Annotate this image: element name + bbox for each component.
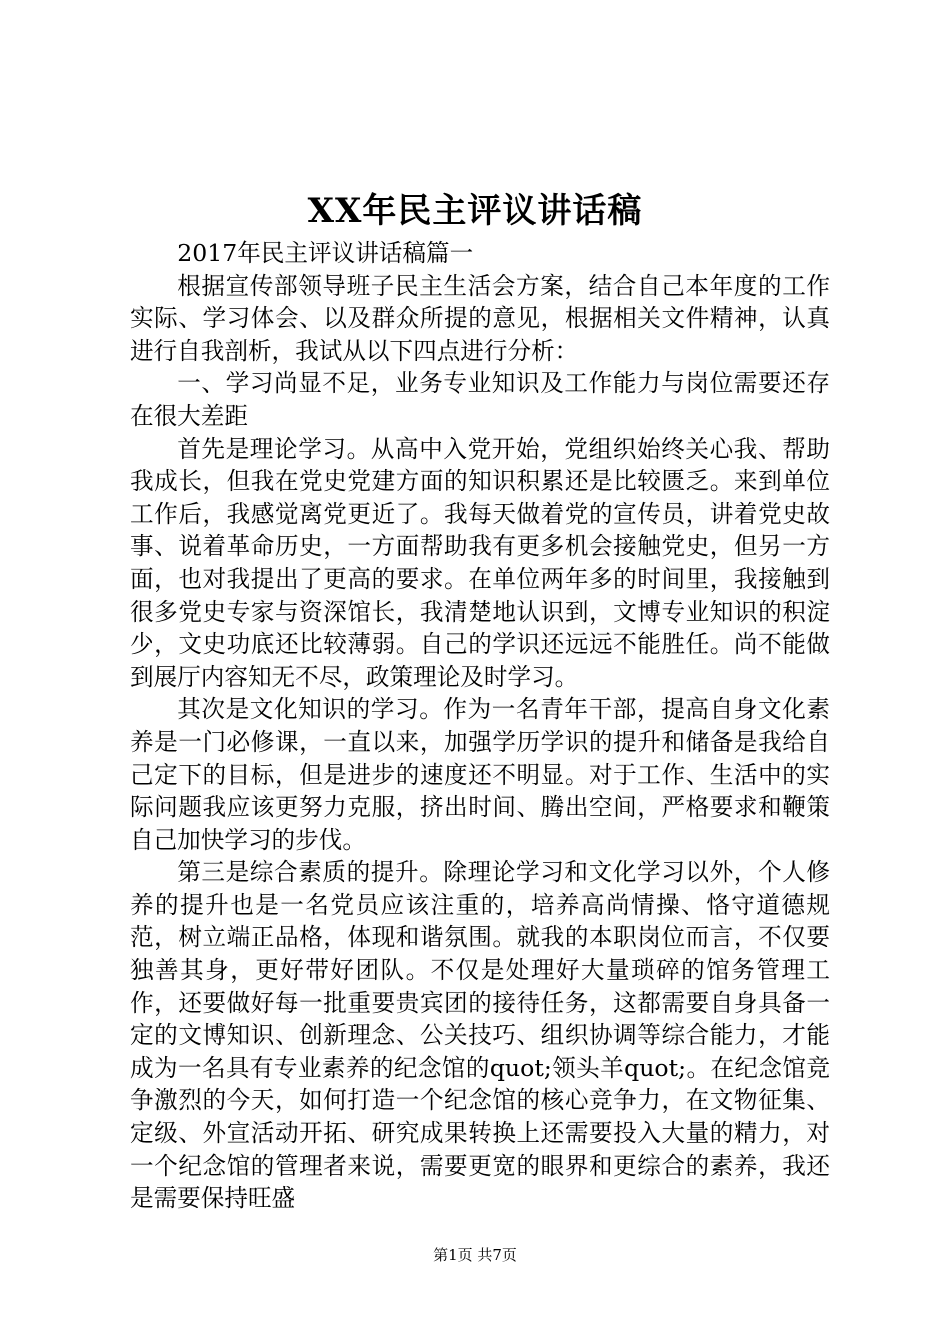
subsection-heading: 一、学习尚显不足，业务专业知识及工作能力与岗位需要还存在很大差距 bbox=[130, 369, 830, 430]
page-footer: 第1页 共7页 bbox=[433, 1246, 517, 1264]
section-heading: 2017年民主评议讲话稿篇一 bbox=[177, 239, 474, 267]
document-body bbox=[130, 237, 830, 1215]
body-paragraph: 其次是文化知识的学习。作为一名青年干部，提高自身文化素养是一门必修课，一直以来，加强学历学识的提升和储备是我给自己定下的目标，但是进步的速度还不明显。对于工作、生活中的实际问题我应该更努力克服，挤出时间、腾出空间，严格要求和鞭策自己加快学习的步伐。 bbox=[130, 695, 830, 854]
body-paragraph: 首先是理论学习。从高中入党开始，党组织始终关心我、帮助我成长，但我在党史党建方面的知识积累还是比较匮乏。来到单位工作后，我感觉离党更近了。我每天做着党的宣传员，讲着党史故事、说着革命历史，一方面帮助我有更多机会接触党史，但另一方面，也对我提出了更高的要求。在单位两年多的时间里，我接触到很多党史专家与资深馆长，我清楚地认识到，文博专业知识的积淀少，文史功底还比较薄弱。自己的学识还远远不能胜任。尚不能做到展厅内容知无不尽，政策理论及时学习。 bbox=[130, 434, 830, 691]
body-paragraph: 第三是综合素质的提升。除理论学习和文化学习以外，个人修养的提升也是一名党员应该注重的，培养高尚情操、恪守道德规范，树立端正品格，体现和谐氛围。就我的本职岗位而言，不仅要独善其身，更好带好团队。不仅是处理好大量琐碎的馆务管理工作，还要做好每一批重要贵宾团的接待任务，这都需要自身具备一定的文博知识、创新理念、公关技巧、组织协调等综合能力，才能成为一名具有专业素养的纪念馆的quot;领头羊quot;。在纪念馆竞争激烈的今天，如何打造一个纪念馆的核心竞争力，在文物征集、定级、外宣活动开拓、研究成果转换上还需要投入大量的精力，对一个纪念馆的管理者来说，需要更宽的眼界和更综合的素养，我还是需要保持旺盛 bbox=[130, 858, 830, 1213]
document-title: XX年民主评议讲话稿 bbox=[307, 191, 643, 231]
body-paragraph: 根据宣传部领导班子民主生活会方案，结合自己本年度的工作实际、学习体会、以及群众所提的意见，根据相关文件精神，认真进行自我剖析，我试从以下四点进行分析： bbox=[130, 271, 830, 365]
